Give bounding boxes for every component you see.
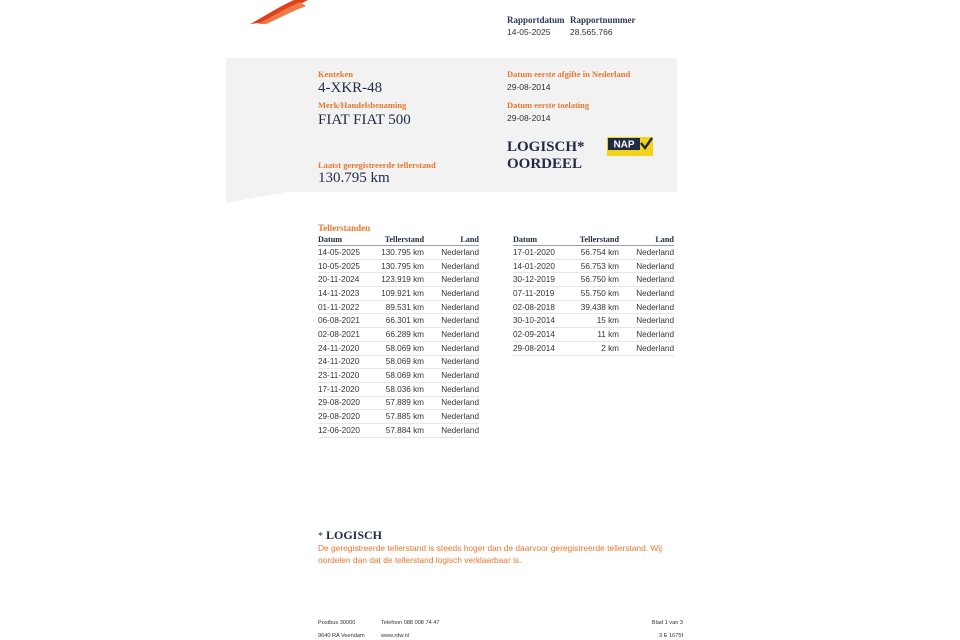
row-reading: 56.753 km — [580, 261, 619, 271]
row-country: Nederland — [636, 288, 674, 298]
row-date: 02-09-2014 — [513, 329, 555, 339]
row-reading: 58.036 km — [385, 384, 424, 394]
footer-phone: Telefoon 088 008 74 47 — [381, 620, 440, 626]
row-country: Nederland — [636, 343, 674, 353]
row-reading: 109.921 km — [381, 288, 424, 298]
last-reading-label: Laatst geregistreerde tellerstand — [318, 160, 436, 170]
row-country: Nederland — [441, 398, 479, 408]
nap-logo-icon — [607, 137, 653, 156]
row-reading: 89.531 km — [385, 302, 424, 312]
row-date: 24-11-2020 — [318, 343, 360, 353]
row-date: 10-05-2025 — [318, 261, 360, 271]
table-row — [513, 314, 674, 328]
col-reading-header: Tellerstand — [384, 235, 424, 244]
report-number: 28.565.766 — [570, 27, 613, 37]
row-date: 30-12-2019 — [513, 275, 555, 285]
table-row — [318, 246, 479, 260]
row-country: Nederland — [441, 275, 479, 285]
row-country: Nederland — [441, 384, 479, 394]
plate-label: Kenteken — [318, 69, 353, 79]
first-reg-nl-label: Datum eerste afgifte in Nederland — [507, 69, 631, 79]
row-country: Nederland — [441, 288, 479, 298]
table-row — [318, 301, 479, 315]
table-row — [513, 246, 674, 260]
table-row — [513, 260, 674, 274]
readings-title: Tellerstanden — [318, 223, 371, 233]
footer-website[interactable]: www.rdw.nl — [381, 633, 409, 639]
row-date: 02-08-2021 — [318, 329, 360, 339]
report-number-label: Rapportnummer — [570, 15, 636, 25]
report-date: 14-05-2025 — [507, 27, 551, 37]
table-row — [318, 369, 479, 383]
first-admission-value: 29-08-2014 — [507, 113, 551, 123]
row-date: 12-06-2020 — [318, 425, 360, 435]
note-title-text: LOGISCH — [326, 528, 383, 542]
row-date: 24-11-2020 — [318, 357, 360, 367]
col-reading-header: Tellerstand — [579, 235, 619, 244]
col-country-header: Land — [460, 235, 479, 244]
row-date: 17-01-2020 — [513, 247, 555, 257]
row-reading: 57.889 km — [385, 398, 424, 408]
row-reading: 39.438 km — [580, 302, 619, 312]
row-reading: 58.069 km — [385, 357, 424, 367]
table-row — [318, 287, 479, 301]
readings-table-right — [513, 235, 674, 356]
row-reading: 11 km — [597, 329, 619, 339]
brand-label: Merk/Handelsbenaming — [318, 100, 407, 110]
row-country: Nederland — [441, 371, 479, 381]
row-date: 20-11-2024 — [318, 275, 360, 285]
note-text: De geregistreerde tellerstand is steeds hoger dan de daarvoor geregistreerde tellerstand. Wij oordelen dan dat de tellerstand logisch verklaarbaar is. — [318, 543, 663, 565]
panel-bottom-strip — [226, 192, 677, 203]
row-reading: 130.795 km — [381, 261, 424, 271]
rdw-logo — [248, 0, 312, 26]
row-country: Nederland — [441, 425, 479, 435]
table-row — [318, 424, 479, 438]
row-country: Nederland — [441, 316, 479, 326]
note-title — [318, 528, 382, 543]
row-reading: 56.750 km — [580, 275, 619, 285]
row-date: 29-08-2020 — [318, 412, 360, 422]
row-date: 17-11-2020 — [318, 384, 360, 394]
first-admission-label: Datum eerste toelating — [507, 100, 590, 110]
row-country: Nederland — [441, 329, 479, 339]
table-header — [318, 235, 479, 246]
panel-notch — [226, 192, 286, 203]
row-country: Nederland — [441, 343, 479, 353]
row-reading: 58.069 km — [385, 371, 424, 381]
footer-code: 3 E 1675f — [659, 633, 683, 639]
row-country: Nederland — [441, 302, 479, 312]
table-header — [513, 235, 674, 246]
table-row — [318, 356, 479, 370]
row-date: 07-11-2019 — [513, 288, 555, 298]
table-row — [513, 301, 674, 315]
table-row — [318, 397, 479, 411]
row-country: Nederland — [441, 247, 479, 257]
table-row — [318, 260, 479, 274]
row-reading: 58.069 km — [385, 343, 424, 353]
row-reading: 130.795 km — [381, 247, 424, 257]
brand-value: FIAT FIAT 500 — [318, 112, 411, 128]
row-reading: 57.885 km — [385, 412, 424, 422]
row-date: 14-11-2023 — [318, 288, 360, 298]
plate-value: 4-XKR-48 — [318, 80, 383, 96]
note-star: * — [318, 531, 323, 542]
row-date: 14-01-2020 — [513, 261, 555, 271]
table-row — [318, 342, 479, 356]
row-date: 02-08-2018 — [513, 302, 555, 312]
verdict-line2: OORDEEL — [507, 156, 583, 172]
col-date-header: Datum — [513, 235, 538, 244]
row-date: 14-05-2025 — [318, 247, 360, 257]
table-row — [513, 328, 674, 342]
col-country-header: Land — [655, 235, 674, 244]
last-reading-value: 130.795 km — [318, 170, 390, 186]
row-date: 23-11-2020 — [318, 371, 360, 381]
row-reading: 123.919 km — [381, 275, 424, 285]
row-country: Nederland — [636, 275, 674, 285]
footer-page: Blad 1 van 3 — [651, 620, 683, 626]
row-country: Nederland — [636, 329, 674, 339]
nap-logo-text: NAP — [613, 139, 635, 151]
row-country: Nederland — [636, 261, 674, 271]
row-reading: 66.289 km — [385, 329, 424, 339]
report-date-label: Rapportdatum — [507, 15, 565, 25]
vehicle-summary-panel — [226, 58, 677, 203]
table-row — [513, 342, 674, 356]
row-date: 30-10-2014 — [513, 316, 555, 326]
table-row — [513, 273, 674, 287]
verdict — [507, 139, 585, 173]
col-date-header: Datum — [318, 235, 343, 244]
row-country: Nederland — [636, 247, 674, 257]
table-row — [318, 383, 479, 397]
table-row — [318, 273, 479, 287]
readings-table-left — [318, 235, 479, 438]
table-row — [318, 328, 479, 342]
row-country: Nederland — [441, 357, 479, 367]
table-row — [318, 410, 479, 424]
row-date: 29-08-2014 — [513, 343, 555, 353]
table-row — [513, 287, 674, 301]
row-reading: 66.301 km — [385, 316, 424, 326]
row-reading: 15 km — [596, 316, 619, 326]
row-date: 01-11-2022 — [318, 302, 360, 312]
row-reading: 57.884 km — [385, 425, 424, 435]
row-country: Nederland — [636, 316, 674, 326]
row-date: 29-08-2020 — [318, 398, 360, 408]
footer-address: 9640 RA Veendam — [318, 633, 365, 639]
row-country: Nederland — [441, 261, 479, 271]
footer-postbus: Postbus 30000 — [318, 620, 356, 626]
first-reg-nl-value: 29-08-2014 — [507, 82, 551, 92]
row-reading: 2 km — [601, 343, 619, 353]
row-country: Nederland — [636, 302, 674, 312]
row-reading: 56.754 km — [580, 247, 619, 257]
table-row — [318, 314, 479, 328]
verdict-line1: LOGISCH* — [507, 139, 585, 155]
row-reading: 55.750 km — [580, 288, 619, 298]
row-country: Nederland — [441, 412, 479, 422]
row-date: 06-08-2021 — [318, 316, 360, 326]
